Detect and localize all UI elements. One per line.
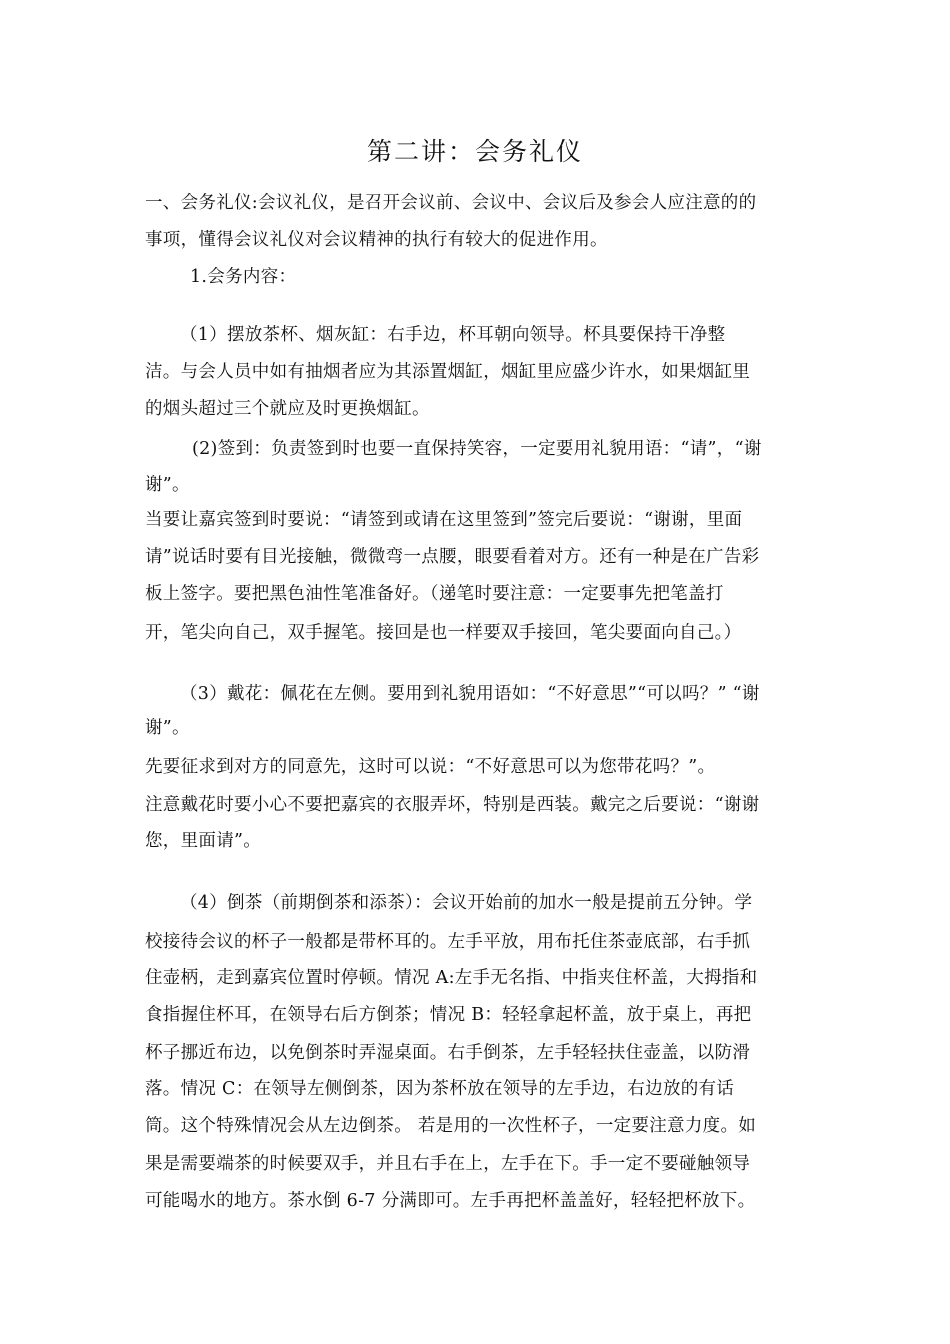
text-line: 谢”。	[145, 475, 190, 495]
text-line: 校接待会议的杯子一般都是带杯耳的。左手平放，用布托住茶壶底部，右手抓	[145, 932, 751, 952]
text-line: 板上签字。要把黑色油性笔准备好。（递笔时要注意：一定要事先把笔盖打	[145, 584, 724, 604]
text-line: 的烟头超过三个就应及时更换烟缸。	[145, 399, 430, 419]
text-line: 住壶柄，走到嘉宾位置时停顿。情况 A:左手无名指、中指夹住杯盖，大拇指和	[145, 968, 758, 988]
text-line: 落。情况 C：在领导左侧倒茶，因为茶杯放在领导的左手边，右边放的有话	[145, 1079, 735, 1099]
text-line: （1）摆放茶杯、烟灰缸：右手边，杯耳朝向领导。杯具要保持干净整	[180, 325, 726, 345]
text-line: 筒。这个特殊情况会从左边倒茶。 若是用的一次性杯子，一定要注意力度。如	[145, 1116, 757, 1136]
text-line: 洁。与会人员中如有抽烟者应为其添置烟缸，烟缸里应盛少许水，如果烟缸里	[145, 362, 751, 382]
text-line: 可能喝水的地方。茶水倒 6-7 分满即可。左手再把杯盖盖好，轻轻把杯放下。	[145, 1191, 756, 1211]
section-heading: 1.会务内容：	[190, 267, 297, 287]
text-line: 谢”。	[145, 718, 190, 738]
text-line: 您，里面请”。	[145, 831, 262, 851]
text-line: 当要让嘉宾签到时要说：“请签到或请在这里签到”签完后要说：“谢谢，里面	[145, 510, 743, 530]
text-line: 注意戴花时要小心不要把嘉宾的衣服弄坏，特别是西装。戴完之后要说：“谢谢	[145, 795, 760, 815]
text-line: (2)签到：负责签到时也要一直保持笑容，一定要用礼貌用语：“请”，“谢	[192, 439, 762, 459]
page-title: 第二讲：会务礼仪	[366, 137, 583, 166]
text-line: （4）倒茶（前期倒茶和添茶）：会议开始前的加水一般是提前五分钟。学	[180, 893, 753, 913]
text-line: 事项，懂得会议礼仪对会议精神的执行有较大的促进作用。	[145, 230, 608, 250]
text-line: 开，笔尖向自己，双手握笔。接回是也一样要双手接回，笔尖要面向自己。）	[145, 623, 742, 643]
text-line: 请”说话时要有目光接触，微微弯一点腰，眼要看着对方。还有一种是在广告彩	[145, 547, 760, 567]
text-line: 先要征求到对方的同意先，这时可以说：“不好意思可以为您带花吗？”。	[145, 757, 716, 777]
text-line: 杯子挪近布边，以免倒茶时弄湿桌面。右手倒茶，左手轻轻扶住壶盖，以防滑	[145, 1043, 751, 1063]
text-line: 一、会务礼仪:会议礼仪，是召开会议前、会议中、会议后及参会人应注意的的	[145, 193, 757, 213]
text-line: （3）戴花：佩花在左侧。要用到礼貌用语如：“不好意思”“可以吗？” “谢	[180, 684, 760, 704]
text-line: 食指握住杯耳，在领导右后方倒茶；情况 B：轻轻拿起杯盖，放于桌上，再把	[145, 1005, 752, 1025]
text-line: 果是需要端茶的时候要双手，并且右手在上，左手在下。手一定不要碰触领导	[145, 1154, 751, 1174]
